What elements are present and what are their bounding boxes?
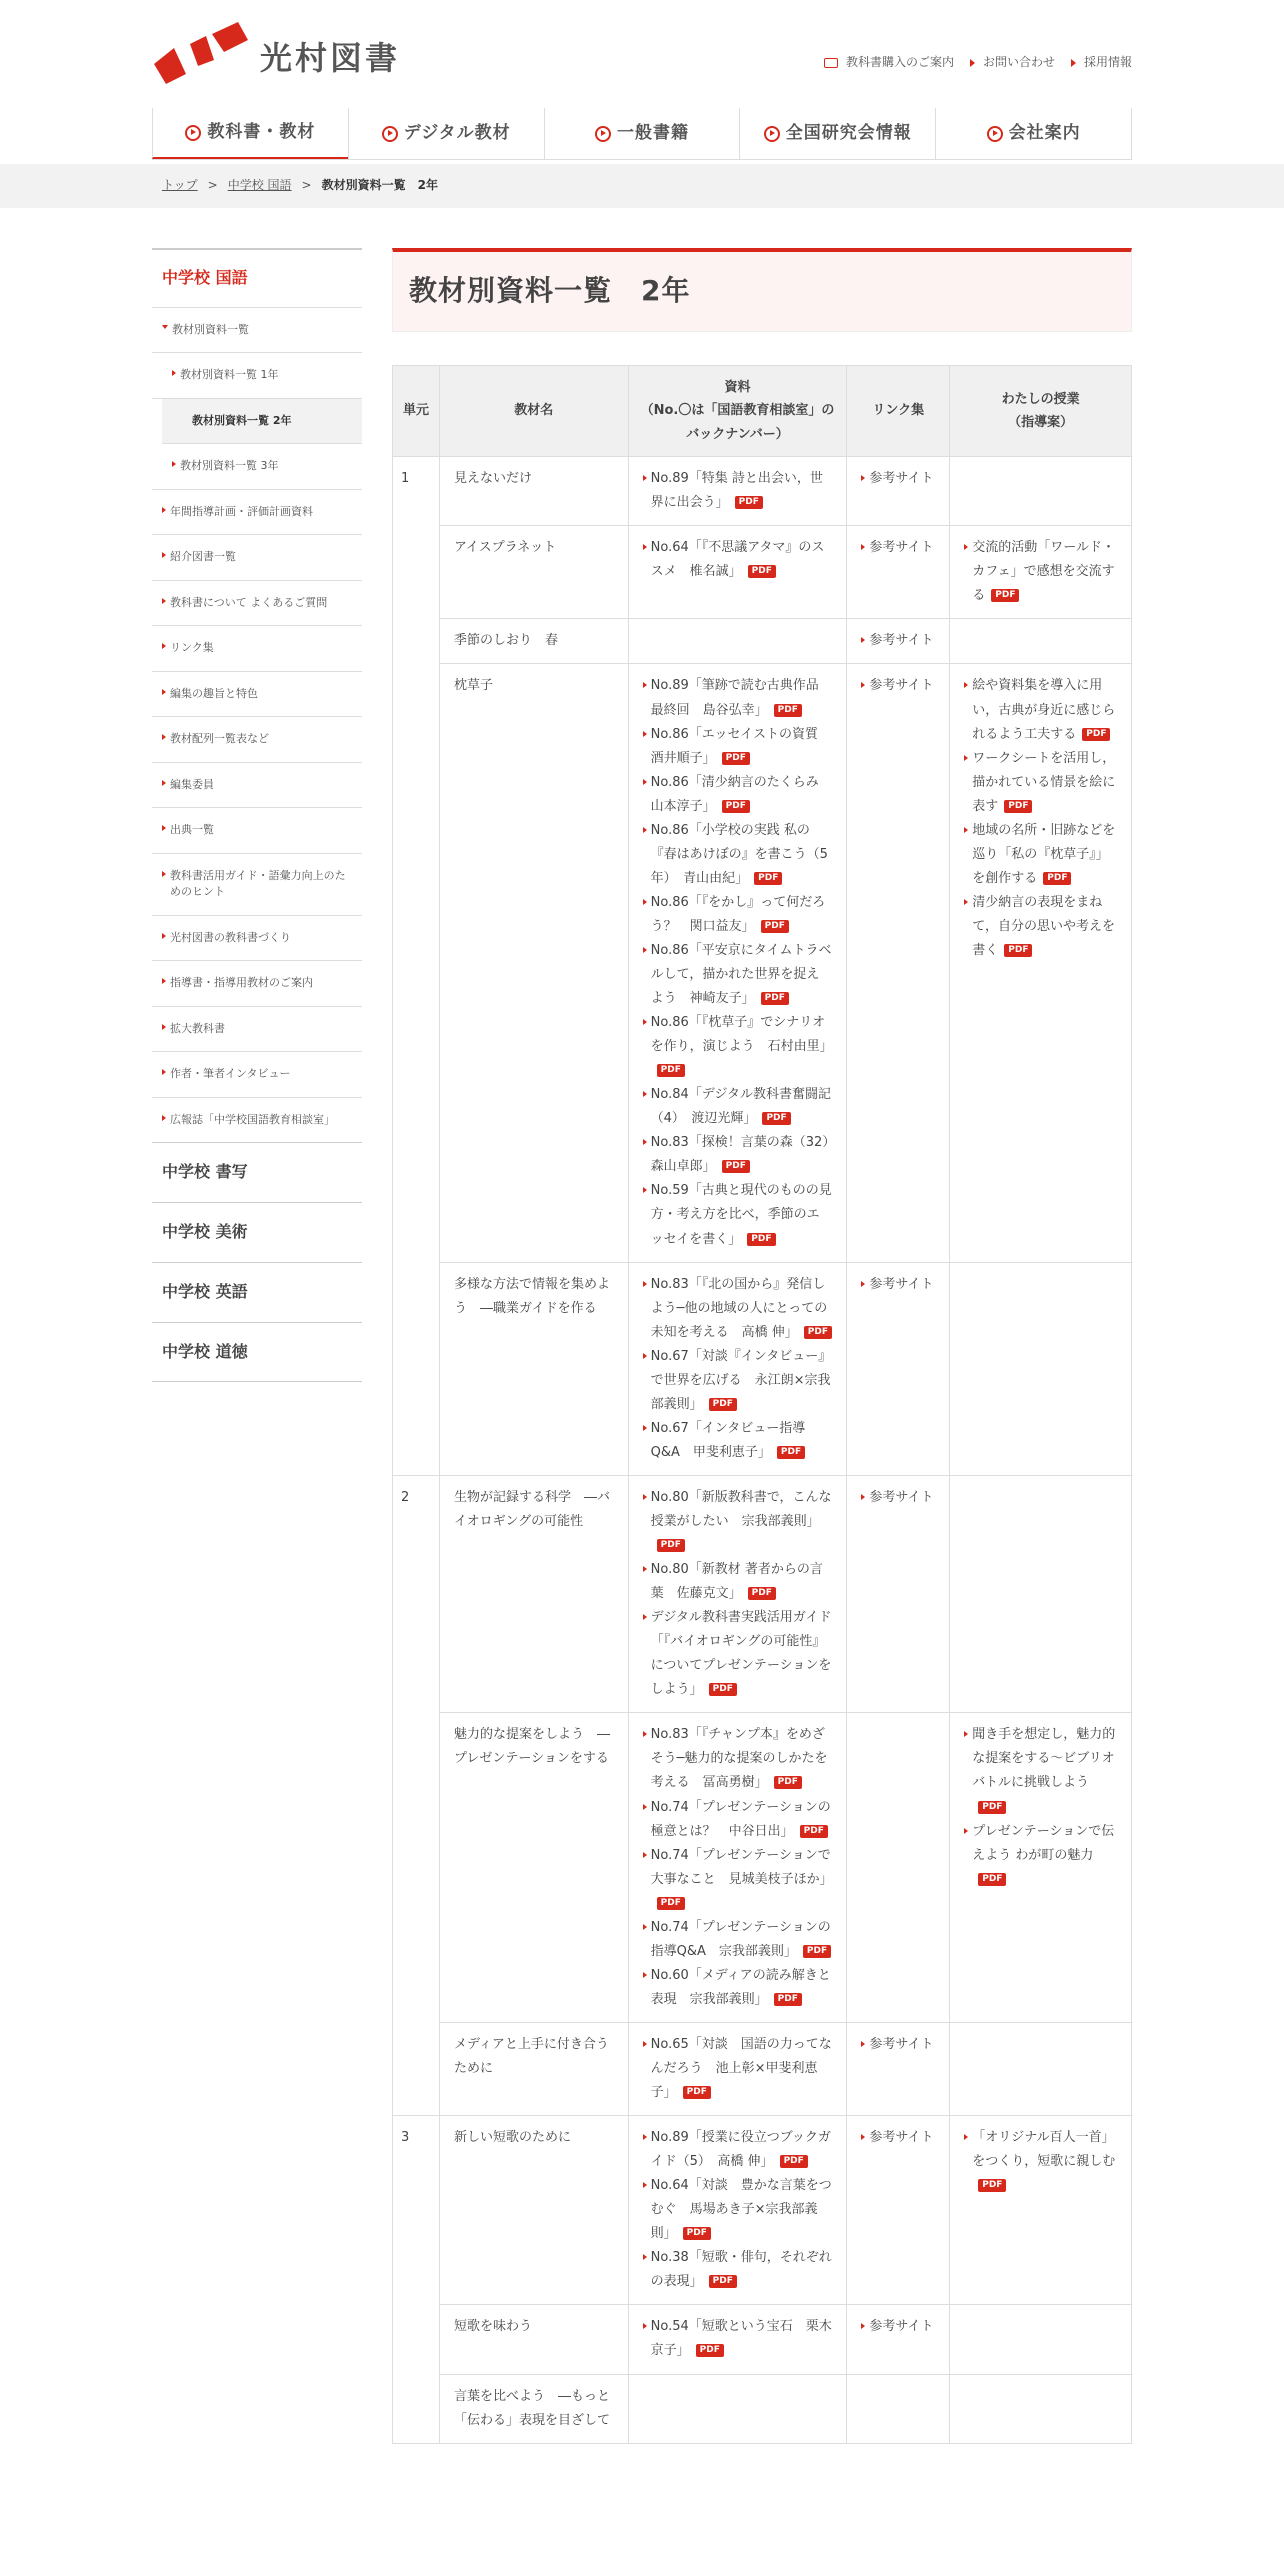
links-cell [847,664,950,1262]
link-text: No.83「『北の国から』発信しよう─他の地域の人にとっての未知を考える 高橋 伸」 [650,1276,828,1340]
pdf-icon: PDF [683,2227,711,2240]
link-text: No.67「インタビュー指導Q&A 甲斐利恵子」 [650,1420,806,1460]
resource-cell [628,2116,847,2305]
resource-link[interactable] [643,1916,833,1964]
sidebar-section[interactable]: 中学校 美術 [152,1202,362,1263]
link-text: No.83「探検！言葉の森（32） 森山卓郎」 [650,1135,842,1175]
material-cell: 枕草子 [439,664,628,1262]
arrow-icon [162,1024,166,1030]
sidebar-item[interactable] [152,961,362,1007]
link-text: プレゼンテーションで伝えよう わが町の魅力 [972,1823,1115,1863]
reference-site-link[interactable] [861,674,935,698]
links-cell [847,457,950,526]
pdf-icon: PDF [748,565,776,578]
arrow-icon [162,1115,166,1121]
arrow-icon [162,780,166,786]
util-recruit-link[interactable] [1071,52,1132,74]
link-text: No.86「平安京にタイムトラベルして，描かれた世界を捉えよう 神崎友子」 [650,942,832,1007]
header-links: リンク集 [847,366,950,457]
sidebar-item-label: 年間指導計画・評価計画資料 [170,504,313,518]
lesson-cell [950,526,1132,619]
pdf-icon: PDF [800,1825,828,1838]
link-text: 清少納言の表現をまねて，自分の思いや考えを書く [972,894,1115,958]
cart-icon [824,58,838,68]
table-row [393,1475,1132,1712]
pdf-icon: PDF [777,1446,805,1459]
unit-cell: 2 [393,1475,440,2115]
site-header [152,0,1132,108]
resource-link[interactable] [643,1844,833,1916]
lesson-cell [950,2305,1132,2374]
header-lesson: わたしの授業 （指導案） [950,366,1132,457]
lesson-cell [950,2022,1132,2115]
resource-table [392,365,1132,2444]
sidebar-section[interactable]: 中学校 道徳 [152,1322,362,1383]
link-text: 参考サイト [869,2130,934,2146]
link-text: No.74「プレゼンテーションの極意とは？ 中谷日出」 [650,1799,831,1839]
pdf-icon: PDF [1004,800,1032,813]
pdf-icon: PDF [735,496,763,509]
arrow-icon [162,552,166,558]
sidebar-item[interactable] [152,535,362,581]
pdf-icon: PDF [978,1873,1006,1886]
breadcrumb-current: 教材別資料一覧 2年 [321,178,438,193]
arrow-icon [162,978,166,984]
pdf-icon: PDF [774,704,802,717]
link-text: No.38「短歌・俳句，それぞれの表現」 [650,2250,832,2290]
link-text: No.84「デジタル教科書奮闘記（4） 渡辺光輝」 [650,1087,832,1127]
pdf-icon: PDF [780,2155,808,2168]
gnav-textbooks[interactable] [152,108,348,159]
link-text: No.89「特集 詩と出会い，世界に出会う」 [650,471,823,511]
sidebar-item[interactable] [152,672,362,718]
reference-site-link[interactable] [861,1486,935,1510]
lesson-plan-link[interactable] [964,1820,1117,1892]
material-cell: 新しい短歌のために [439,2116,628,2305]
links-cell [847,2022,950,2115]
material-cell: 言葉を比べよう ―もっと「伝わる」表現を目ざして [439,2374,628,2443]
util-contact-link[interactable] [970,52,1055,74]
circle-arrow-icon [987,126,1003,142]
sidebar-item[interactable] [152,581,362,627]
table-row [393,1262,1132,1475]
circle-arrow-icon [382,126,398,142]
material-cell: アイスプラネット [439,526,628,619]
resource-link[interactable] [643,891,833,939]
resource-link[interactable] [643,2126,833,2174]
sidebar-item-label: 教材別資料一覧 2年 [192,413,292,427]
link-text: 参考サイト [869,2319,934,2335]
sidebar-item[interactable] [152,1098,362,1144]
table-row [393,664,1132,1262]
pdf-icon: PDF [762,1112,790,1125]
link-text: No.86「エッセイストの資質 酒井順子」 [650,726,832,766]
resource-cell [628,1475,847,1712]
lesson-cell [950,1713,1132,2023]
pdf-icon: PDF [804,1326,832,1339]
pdf-icon: PDF [657,1539,685,1552]
pdf-icon: PDF [774,1776,802,1789]
resource-link[interactable] [643,1011,833,1083]
gnav-research[interactable] [739,108,935,159]
resource-cell [628,619,847,664]
resource-link[interactable] [643,1131,842,1179]
link-text: No.86「『枕草子』でシナリオを作り，演じよう 石村由里」 [650,1015,833,1055]
gnav-label: 教科書・教材 [207,122,316,143]
resource-link[interactable] [643,1273,833,1345]
arrow-icon [162,933,166,939]
links-cell [847,1713,950,2023]
pdf-icon: PDF [1004,944,1032,957]
page-title-box [392,248,1132,332]
resource-link[interactable] [643,1723,833,1795]
material-cell: 見えないだけ [439,457,628,526]
sidebar-item[interactable] [152,308,362,354]
link-text: 参考サイト [869,1489,934,1505]
circle-arrow-icon [764,126,780,142]
links-cell [847,2374,950,2443]
sidebar-item[interactable] [152,854,362,916]
lesson-plan-link[interactable] [964,819,1117,891]
logo[interactable] [152,18,400,88]
pdf-icon: PDF [657,1064,685,1077]
sidebar-item-label: 広報誌「中学校国語教育相談室」 [170,1112,335,1126]
links-cell [847,619,950,664]
sidebar-item-label: 指導書・指導用教材のご案内 [170,976,313,990]
link-text: 交流的活動「ワールド・カフェ」で感想を交流する [972,540,1115,604]
pdf-icon: PDF [722,752,750,765]
table-row [393,2116,1132,2305]
arrow-icon [162,1069,166,1075]
resource-link[interactable] [643,1417,833,1465]
material-cell: 魅力的な提案をしよう ―プレゼンテーションをする [439,1713,628,2023]
pdf-icon: PDF [1082,728,1110,741]
link-text: No.83「『チャンプ本』をめざそう─魅力的な提案のしかたを考える 冨高勇樹」 [650,1727,828,1791]
reference-site-link[interactable] [861,2033,935,2057]
circle-arrow-icon [595,126,611,142]
pdf-icon: PDF [774,1993,802,2006]
table-row [393,2305,1132,2374]
sidebar-item-label: 出典一覧 [170,823,214,837]
resource-link[interactable] [643,467,833,515]
pdf-icon: PDF [754,872,782,885]
page-title: 教材別資料一覧 2年 [409,274,691,308]
sidebar-item-label: 作者・筆者インタビュー [170,1067,291,1081]
lesson-plan-link[interactable] [964,891,1117,963]
gnav-label: 一般書籍 [616,123,689,144]
pdf-icon: PDF [991,589,1019,602]
resource-cell [628,664,847,1262]
lesson-cell [950,1262,1132,1475]
link-text: No.74「プレゼンテーションで大事なこと 見城美枝子ほか」 [650,1847,833,1887]
resource-cell [628,2374,847,2443]
pdf-icon: PDF [978,1801,1006,1814]
material-cell: 短歌を味わう [439,2305,628,2374]
sidebar-item-label: リンク集 [170,641,214,655]
global-nav [152,108,1132,160]
lesson-cell [950,2374,1132,2443]
resource-cell [628,2022,847,2115]
logo-text: 光村図書 [260,39,401,77]
arrow-icon [162,689,166,695]
link-text: 「オリジナル百人一首」をつくり，短歌に親しむ [972,2130,1116,2170]
sidebar-item[interactable] [152,626,362,672]
pdf-icon: PDF [683,2086,711,2099]
sidebar-item-label: 教科書について よくあるご質問 [170,595,328,609]
table-row [393,619,1132,664]
reference-site-link[interactable] [861,536,935,560]
lesson-cell [950,2116,1132,2305]
links-cell [847,526,950,619]
sidebar-item-label: 教材配列一覧表など [170,732,269,746]
link-text: No.54「短歌という宝石 栗木京子」 [650,2319,832,2359]
resource-link[interactable] [643,536,833,584]
lesson-plan-link[interactable] [964,2126,1117,2198]
resource-cell [628,457,847,526]
arrow-icon [172,370,176,376]
resource-link[interactable] [643,1558,833,1606]
link-text: No.86「『をかし』って何だろう？ 関口益友」 [650,894,826,934]
resource-link[interactable] [643,1083,833,1131]
sidebar-item-label: 教材別資料一覧 3年 [180,459,279,473]
arrow-icon [1071,59,1076,67]
resource-link[interactable] [643,1179,833,1251]
pdf-icon: PDF [1043,872,1071,885]
resource-link[interactable] [643,674,833,722]
lesson-cell [950,1475,1132,1712]
resource-link[interactable] [643,2315,833,2363]
utility-nav [824,52,1132,74]
sidebar-item[interactable] [152,1052,362,1098]
sidebar-item-label: 教科書活用ガイド・語彙力向上のためのヒント [170,868,346,899]
pdf-icon: PDF [761,992,789,1005]
material-cell: 多様な方法で情報を集めよう ―職業ガイドを作る [439,1262,628,1475]
link-text: 参考サイト [869,633,934,649]
reference-site-link[interactable] [861,1273,935,1297]
resource-link[interactable] [643,819,833,891]
link-text: No.59「古典と現代のものの見方・考え方を比べ，季節のエッセイを書く」 [650,1183,832,1247]
table-row [393,2022,1132,2115]
resource-link[interactable] [643,771,833,819]
resource-cell [628,526,847,619]
breadcrumb-home[interactable]: トップ [162,178,198,193]
link-text: No.74「プレゼンテーションの指導Q&A 宗我部義則」 [650,1919,831,1959]
link-text: No.89「授業に役立つブックガイド（5） 高橋 伸」 [650,2130,831,2170]
table-row [393,2374,1132,2443]
header-resource: 資料 （No.〇は「国語教育相談室」のバックナンバー） [628,366,847,457]
sidebar [152,248,362,2444]
sidebar-item[interactable] [152,1007,362,1053]
link-text: No.64「『不思議アタマ』のススメ 椎名誠」 [650,540,825,580]
link-text: 参考サイト [869,471,934,487]
sidebar-item-label: 光村図書の教科書づくり [170,930,291,944]
sidebar-item[interactable] [152,353,362,399]
material-cell: 生物が記録する科学 ―バイオロギングの可能性 [439,1475,628,1712]
pdf-icon: PDF [803,1945,831,1958]
sidebar-item-label: 紹介図書一覧 [170,550,236,564]
logo-mark-icon [152,22,248,84]
lesson-cell [950,457,1132,526]
link-text: 絵や資料集を導入に用い，古典が身近に感じられるよう工夫する [972,678,1116,742]
link-text: 地域の名所・旧跡などを巡り「私の『枕草子』」を創作する [972,822,1116,886]
sidebar-item[interactable] [152,763,362,809]
lesson-plan-link[interactable] [964,1723,1117,1819]
link-text: ワークシートを活用し，描かれている情景を絵に表す [972,750,1116,814]
link-text: No.89「筆跡で読む古典作品 最終回 島谷弘幸」 [650,678,819,718]
resource-link[interactable] [643,1964,833,2012]
arrow-icon [162,325,168,329]
sidebar-item[interactable] [152,916,362,962]
arrow-icon [172,461,176,467]
pdf-icon: PDF [657,1897,685,1910]
lesson-cell [950,664,1132,1262]
gnav-digital[interactable] [348,108,544,159]
reference-site-link[interactable] [861,467,935,491]
circle-arrow-icon [185,125,201,141]
pdf-icon: PDF [709,2275,737,2288]
links-cell [847,2116,950,2305]
sidebar-section[interactable]: 中学校 書写 [152,1142,362,1203]
pdf-icon: PDF [748,1587,776,1600]
resource-link[interactable] [643,1796,833,1844]
breadcrumb-parent[interactable]: 中学校 国語 [227,178,292,193]
breadcrumb-sep: > [207,178,218,193]
lesson-plan-link[interactable] [964,674,1117,746]
link-text: 参考サイト [869,2036,934,2052]
arrow-icon [162,598,166,604]
link-text: No.67「対談『インタビュー』で世界を広げる 永江朗×宗我部義則」 [650,1348,832,1412]
resource-link[interactable] [643,2033,833,2105]
reference-site-link[interactable] [861,2126,935,2150]
link-text: 参考サイト [869,540,934,556]
unit-cell: 1 [393,457,440,1476]
sidebar-item[interactable] [152,808,362,854]
main-content [392,248,1132,2444]
pdf-icon: PDF [978,2179,1006,2192]
arrow-icon [162,734,166,740]
util-label: 採用情報 [1083,55,1132,69]
table-row [393,1713,1132,2023]
sidebar-item-label: 編集委員 [170,777,214,791]
links-cell [847,2305,950,2374]
sidebar-heading[interactable]: 中学校 国語 [152,248,362,308]
sidebar-item[interactable] [152,717,362,763]
reference-site-link[interactable] [861,2315,935,2339]
util-label: 教科書購入のご案内 [845,55,954,69]
resource-link[interactable] [643,1345,833,1417]
sidebar-item-label: 教材別資料一覧 1年 [180,368,279,382]
pdf-icon: PDF [761,920,789,933]
sidebar-section[interactable]: 中学校 英語 [152,1262,362,1323]
arrow-icon [162,643,166,649]
resource-link[interactable] [643,2246,833,2294]
gnav-label: 全国研究会情報 [785,123,912,144]
link-text: No.86「小学校の実践 私の『春はあけぼの』を書こう（5年） 青山由紀」 [650,822,828,886]
table-row [393,457,1132,526]
arrow-icon [162,871,166,877]
pdf-icon: PDF [722,1160,750,1173]
material-cell: 季節のしおり 春 [439,619,628,664]
pdf-icon: PDF [709,1398,737,1411]
util-purchase-link[interactable] [824,52,954,74]
sidebar-item[interactable] [152,444,362,490]
resource-link[interactable] [643,2174,833,2246]
breadcrumb-sep: > [301,178,312,193]
pdf-icon: PDF [709,1683,737,1696]
table-row [393,526,1132,619]
link-text: 参考サイト [869,1276,934,1292]
link-text: No.80「新教材 著者からの言葉 佐藤克文」 [650,1562,823,1602]
link-text: No.86「清少納言のたくらみ 山本淳子」 [650,774,832,814]
reference-site-link[interactable] [861,629,935,653]
header-material: 教材名 [439,366,628,457]
header-unit: 単元 [393,366,440,457]
util-label: お問い合わせ [982,55,1055,69]
lesson-plan-link[interactable] [964,536,1117,608]
links-cell [847,1475,950,1712]
resource-link[interactable] [643,1486,833,1558]
links-cell [847,1262,950,1475]
link-text: No.64「対談 豊かな言葉をつむぐ 馬場あき子×宗我部義則」 [650,2178,832,2242]
gnav-label: デジタル教材 [403,123,511,144]
link-text: No.65「対談 国語の力ってなんだろう 池上彰×甲斐利恵子」 [650,2036,832,2101]
link-text: デジタル教科書実践活用ガイド「『バイオロギングの可能性』についてプレゼンテーションをしよう」 [650,1610,832,1698]
resource-cell [628,1262,847,1475]
sidebar-item-label: 編集の趣旨と特色 [170,686,258,700]
sidebar-item[interactable] [152,490,362,536]
lesson-plan-link[interactable] [964,747,1117,819]
sidebar-item[interactable] [162,399,362,445]
gnav-books[interactable] [544,108,740,159]
link-text: No.80「新版教科書で，こんな授業がしたい 宗我部義則」 [650,1489,832,1529]
table-header-row [393,366,1132,457]
resource-cell [628,1713,847,2023]
material-cell: メディアと上手に付き合うために [439,2022,628,2115]
link-text: 聞き手を想定し，魅力的な提案をする～ビブリオバトルに挑戦しよう [972,1727,1116,1791]
link-text: 参考サイト [869,678,934,694]
arrow-icon [162,825,166,831]
link-text: No.60「メディアの読み解きと表現 宗我部義則」 [650,1967,831,2007]
gnav-company[interactable] [935,108,1132,159]
gnav-label: 会社案内 [1008,123,1081,144]
pdf-icon: PDF [747,1233,775,1246]
sidebar-item-label: 拡大教科書 [170,1021,225,1035]
resource-link[interactable] [643,723,833,771]
unit-cell: 3 [393,2116,440,2444]
arrow-icon [162,507,166,513]
arrow-icon [970,59,975,67]
lesson-cell [950,619,1132,664]
resource-cell [628,2305,847,2374]
breadcrumb [0,164,1284,208]
resource-link[interactable] [643,939,833,1011]
pdf-icon: PDF [696,2344,724,2357]
pdf-icon: PDF [722,800,750,813]
sidebar-item-label: 教材別資料一覧 [172,322,249,336]
resource-link[interactable] [643,1606,833,1702]
